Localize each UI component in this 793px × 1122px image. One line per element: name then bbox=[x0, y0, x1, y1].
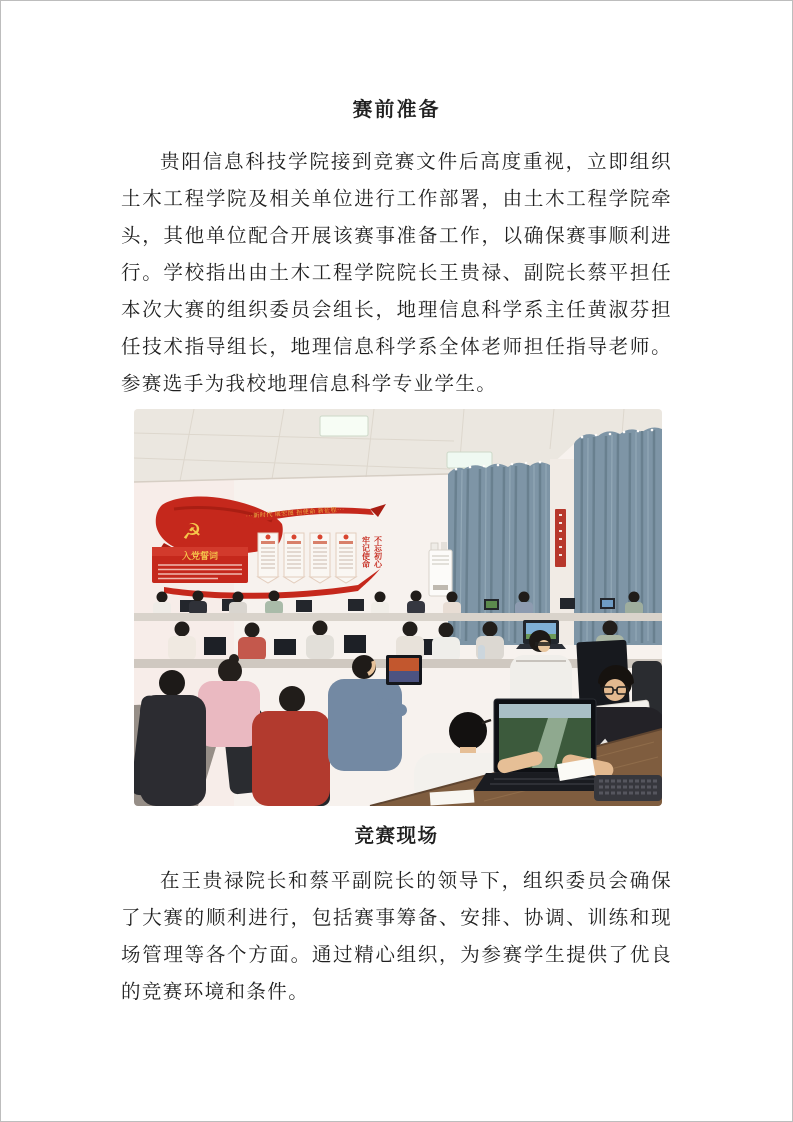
vertical-slogan-right: 不忘初心 bbox=[373, 536, 383, 568]
air-conditioner bbox=[429, 542, 452, 596]
banner-slogan-text: ···新时代 展宏图 担使命 新征程··· bbox=[245, 507, 345, 520]
classroom-photo-illustration bbox=[134, 409, 662, 806]
competition-photo bbox=[134, 409, 662, 806]
vertical-slogan-left: 牢记使命 bbox=[361, 536, 371, 568]
back-desk bbox=[134, 613, 662, 621]
section-heading: 赛前准备 bbox=[352, 99, 441, 121]
paragraph-scene: 在王贵禄院长和蔡平副院长的领导下，组织委员会确保了大赛的顺利进行，包括赛事筹备、安排、协调、训练和现场管理等各个方面。通过精心组织，为参赛学生提供了优良的竞赛环境和条件。 bbox=[121, 871, 672, 1003]
paragraph-preparation: 贵阳信息科技学院接到竞赛文件后高度重视，立即组织土木工程学院及相关单位进行工作部署，由土木工程学院牵头，其他单位配合开展该赛事准备工作，以确保赛事顺利进行。学校指出由土木工程学院院长王贵禄、副院长蔡平担任本次大赛的组织委员会组长，地理信息科学系主任黄淑芬担任技术指导组长，地理信息科学系全体老师担任指导老师。参赛选手为我校地理信息科学专业学生。 bbox=[121, 152, 672, 395]
ceiling-light-panel bbox=[447, 452, 492, 468]
laptop-colorful-screen bbox=[386, 655, 422, 685]
ceiling-light-panel bbox=[320, 416, 368, 436]
photo-caption: 竞赛现场 bbox=[354, 826, 439, 847]
water-bottle bbox=[478, 645, 485, 661]
oath-title: 入党誓词 bbox=[181, 551, 219, 561]
mechanical-keyboard bbox=[594, 775, 662, 801]
hammer-sickle-icon: ☭ bbox=[182, 519, 202, 544]
